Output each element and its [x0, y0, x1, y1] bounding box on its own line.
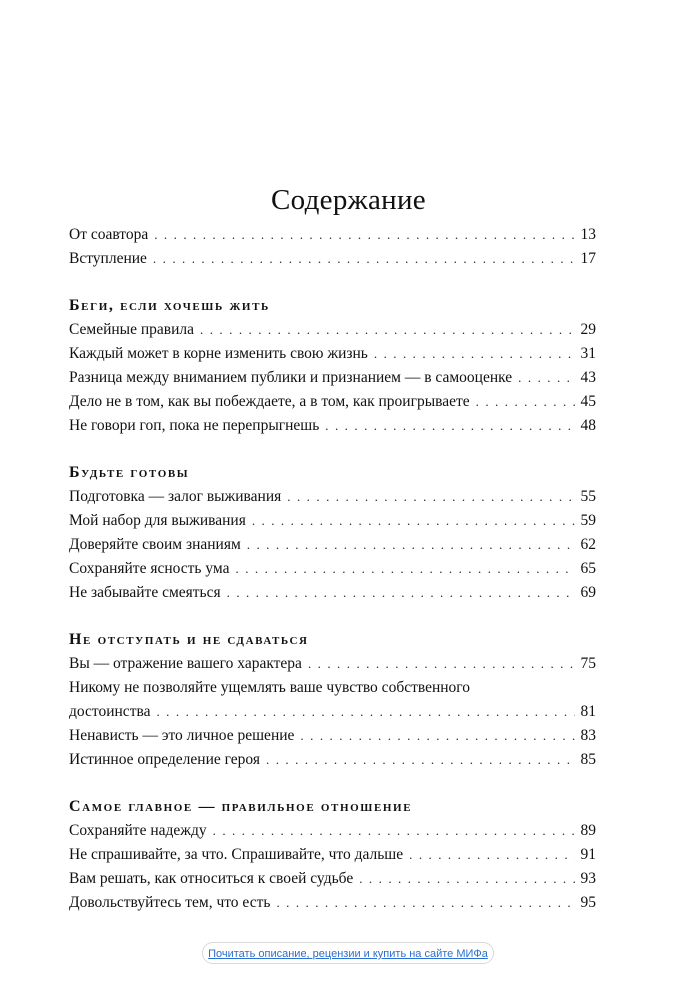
dot-leader — [287, 485, 574, 509]
toc-entry[interactable] — [69, 223, 596, 247]
toc-section — [69, 628, 596, 772]
toc-section — [69, 795, 596, 915]
toc-entry[interactable] — [69, 652, 596, 676]
dot-leader — [300, 724, 574, 748]
dot-leader — [518, 366, 574, 390]
toc-entry[interactable] — [69, 843, 596, 867]
toc-entry-page: 81 — [580, 703, 596, 720]
intro-entries — [69, 223, 596, 271]
dot-leader — [409, 843, 574, 867]
dot-leader — [374, 342, 575, 366]
toc-entry-title: Вступление — [69, 250, 147, 267]
toc-section — [69, 461, 596, 605]
toc-entry-page: 85 — [580, 751, 596, 768]
dot-leader — [476, 390, 575, 414]
toc-entry[interactable] — [69, 533, 596, 557]
toc-entry-page: 75 — [580, 655, 596, 672]
toc-entry-title: Доверяйте своим знаниям — [69, 536, 241, 553]
toc-entry-page: 13 — [580, 226, 596, 243]
dot-leader — [276, 891, 574, 915]
dot-leader — [308, 652, 575, 676]
toc-entry-title: Сохраняйте ясность ума — [69, 560, 230, 577]
toc-entry-title: Никому не позволяйте ущемлять ваше чувство собственного — [69, 679, 471, 696]
dot-leader — [200, 318, 574, 342]
dot-leader — [359, 867, 574, 891]
toc-entry-page: 48 — [580, 417, 596, 434]
toc-entry-title: Вам решать, как относиться к своей судьбе — [69, 870, 354, 887]
section-heading: Самое главное — правильное отношение — [69, 798, 413, 815]
toc-entry-title: Ненависть — это личное решение — [69, 727, 295, 744]
toc-entry[interactable] — [69, 342, 596, 366]
toc-entry[interactable] — [69, 581, 596, 605]
toc-entry[interactable] — [69, 318, 596, 342]
toc-entry-page: 83 — [580, 727, 596, 744]
toc-entry[interactable] — [69, 390, 596, 414]
toc-entry-title: Сохраняйте надежду — [69, 822, 207, 839]
toc-entry-page: 93 — [580, 870, 596, 887]
toc-entry[interactable] — [69, 366, 596, 390]
toc-entry-title: Мой набор для выживания — [69, 512, 246, 529]
toc-entry-title: Подготовка — залог выживания — [69, 488, 282, 505]
toc-entry-title-continued: достоинства — [69, 703, 151, 720]
toc-entry-title: Каждый может в корне изменить свою жизнь — [69, 345, 368, 362]
toc-entry-page: 17 — [580, 250, 596, 267]
dot-leader — [156, 700, 574, 724]
toc-entry-title: Дело не в том, как вы побеждаете, а в том, как проигрываете — [69, 393, 470, 410]
toc-entry[interactable] — [69, 557, 596, 581]
dot-leader — [236, 557, 575, 581]
toc-entry-title: Не спрашивайте, за что. Спрашивайте, что дальше — [69, 846, 404, 863]
dot-leader — [325, 414, 574, 438]
toc-entry-page: 45 — [580, 393, 596, 410]
dot-leader — [153, 247, 575, 271]
section-heading: Не отступать и не сдаваться — [69, 631, 309, 648]
toc-entry[interactable] — [69, 509, 596, 533]
toc-entry[interactable] — [69, 748, 596, 772]
toc-entry-title: Разница между вниманием публики и признанием — в самооценке — [69, 369, 513, 386]
page-title: Содержание — [271, 184, 426, 216]
toc-entry[interactable] — [69, 724, 596, 748]
toc-entry-title: Не забывайте смеяться — [69, 584, 221, 601]
toc-section — [69, 294, 596, 438]
toc-entry[interactable] — [69, 819, 596, 843]
section-heading: Беги, если хочешь жить — [69, 297, 270, 314]
dot-leader — [213, 819, 575, 843]
toc-entry-page: 62 — [580, 536, 596, 553]
toc-entry-page: 95 — [580, 894, 596, 911]
toc-entry-title: Семейные правила — [69, 321, 195, 338]
publisher-link[interactable]: Почитать описание, рецензии и купить на сайте МИФа — [202, 942, 494, 964]
toc-entry-page: 43 — [580, 369, 596, 386]
toc-entry-page: 91 — [580, 846, 596, 863]
toc-entry-page: 89 — [580, 822, 596, 839]
toc-entry-title: Не говори гоп, пока не перепрыгнешь — [69, 417, 320, 434]
toc-entry-page: 69 — [580, 584, 596, 601]
toc-entry-title: От соавтора — [69, 226, 149, 243]
toc-entry[interactable] — [69, 891, 596, 915]
toc-entry[interactable] — [69, 247, 596, 271]
toc-entry-title: Истинное определение героя — [69, 751, 260, 768]
table-of-contents — [69, 180, 596, 915]
toc-entry-page: 65 — [580, 560, 596, 577]
toc-entry[interactable] — [69, 485, 596, 509]
dot-leader — [154, 223, 574, 247]
dot-leader — [247, 533, 575, 557]
toc-entry-page: 55 — [580, 488, 596, 505]
toc-entry[interactable] — [69, 676, 596, 724]
toc-entry[interactable] — [69, 867, 596, 891]
toc-entry[interactable] — [69, 414, 596, 438]
toc-entry-title: Довольствуйтесь тем, что есть — [69, 894, 271, 911]
dot-leader — [266, 748, 575, 772]
dot-leader — [227, 581, 575, 605]
toc-entry-title: Вы — отражение вашего характера — [69, 655, 302, 672]
toc-entry-page: 31 — [580, 345, 596, 362]
dot-leader — [252, 509, 575, 533]
toc-entry-page: 29 — [580, 321, 596, 338]
section-heading: Будьте готовы — [69, 464, 190, 481]
toc-entry-page: 59 — [580, 512, 596, 529]
